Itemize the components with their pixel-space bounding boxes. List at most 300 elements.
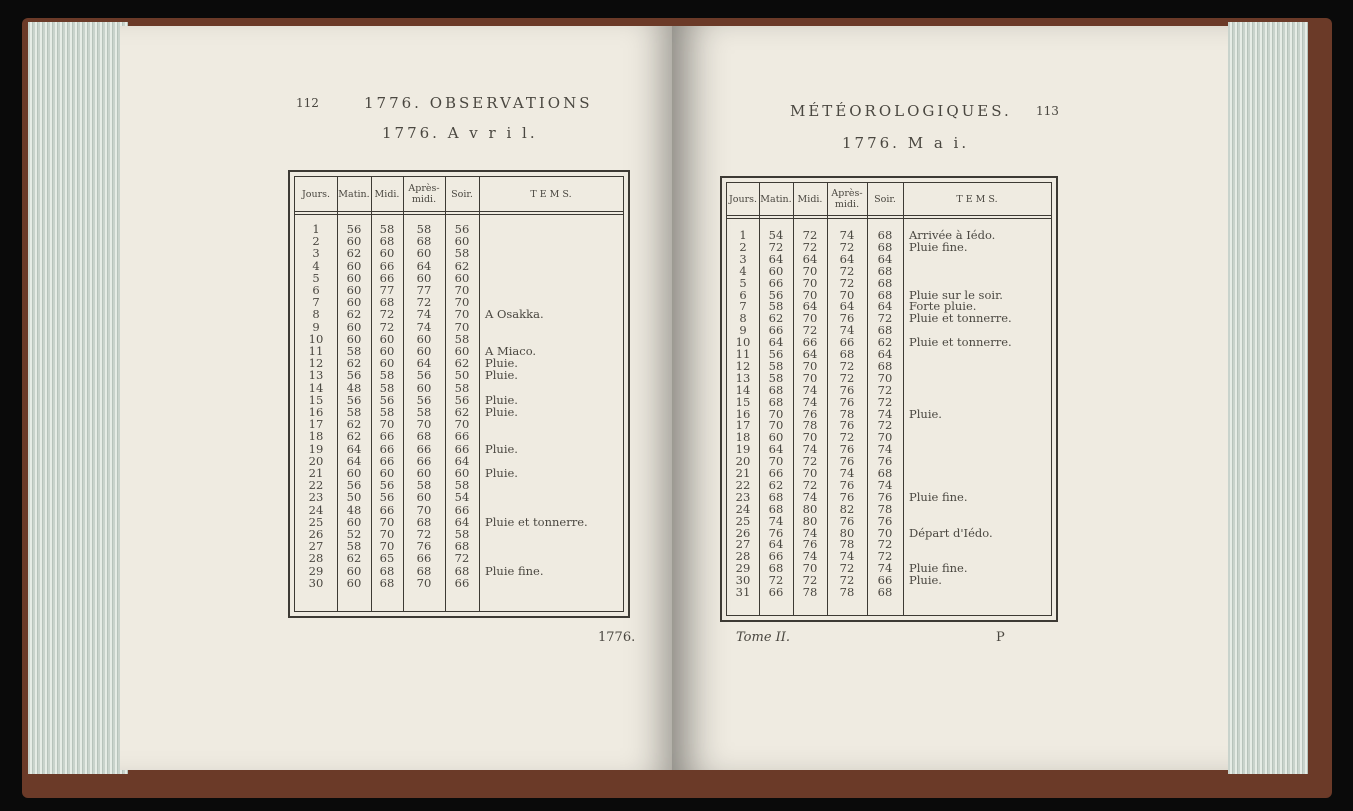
table-row bbox=[727, 515, 1051, 527]
cell-apres-midi: 78 bbox=[839, 537, 855, 552]
cell-matin: 58 bbox=[768, 370, 784, 385]
cell-apres-midi: 72 bbox=[839, 430, 855, 445]
cell-matin: 56 bbox=[346, 392, 362, 407]
cell-soir: 70 bbox=[454, 319, 470, 334]
cell-midi: 60 bbox=[379, 344, 395, 358]
cell-soir: 76 bbox=[877, 513, 893, 528]
cell-matin: 66 bbox=[768, 466, 784, 480]
cell-matin: 64 bbox=[346, 441, 362, 456]
table-row bbox=[295, 504, 623, 516]
cell-matin: 54 bbox=[768, 228, 784, 242]
cell-matin: 50 bbox=[346, 490, 362, 505]
table-row bbox=[295, 467, 623, 479]
left-page bbox=[120, 26, 672, 770]
left-page-edges bbox=[28, 22, 128, 774]
cell-midi: 66 bbox=[379, 453, 395, 468]
header-matin: Matin. bbox=[338, 188, 370, 200]
cell-midi: 64 bbox=[802, 347, 818, 361]
table-row bbox=[295, 443, 623, 455]
cell-midi: 70 bbox=[379, 539, 395, 554]
cell-jour: 24 bbox=[308, 502, 324, 517]
cell-soir: 68 bbox=[877, 275, 893, 290]
cell-apres-midi: 76 bbox=[839, 394, 855, 409]
cell-soir: 78 bbox=[877, 501, 893, 516]
cell-jour: 22 bbox=[735, 477, 751, 492]
cell-jour: 10 bbox=[308, 331, 324, 346]
cell-apres-midi: 76 bbox=[839, 513, 855, 528]
cell-jour: 6 bbox=[739, 287, 747, 302]
cell-soir: 70 bbox=[454, 283, 470, 297]
table-row bbox=[295, 382, 623, 394]
cell-jour: 5 bbox=[312, 270, 320, 285]
cell-apres-midi: 68 bbox=[416, 234, 432, 249]
table-row bbox=[295, 406, 623, 418]
cell-matin: 74 bbox=[768, 513, 784, 528]
cell-apres-midi: 60 bbox=[416, 331, 432, 346]
cell-tems: A Osakka. bbox=[485, 307, 544, 322]
cell-midi: 60 bbox=[379, 246, 395, 261]
cell-apres-midi: 74 bbox=[416, 319, 432, 334]
header-soir: Soir. bbox=[874, 193, 896, 205]
cell-tems: A Miaco. bbox=[485, 344, 537, 358]
cell-soir: 68 bbox=[877, 263, 893, 278]
cell-jour: 20 bbox=[735, 454, 751, 469]
cell-soir: 58 bbox=[454, 478, 470, 493]
cell-jour: 15 bbox=[308, 392, 324, 407]
cell-midi: 72 bbox=[379, 319, 395, 334]
cell-midi: 72 bbox=[802, 239, 818, 254]
table-row bbox=[727, 491, 1051, 503]
cell-matin: 58 bbox=[768, 358, 784, 373]
cell-jour: 21 bbox=[735, 466, 751, 480]
cell-jour: 21 bbox=[308, 466, 324, 480]
table-row bbox=[295, 272, 623, 284]
cell-midi: 74 bbox=[802, 489, 818, 504]
cell-jour: 9 bbox=[739, 323, 747, 338]
cell-matin: 60 bbox=[346, 563, 362, 578]
cell-soir: 72 bbox=[877, 311, 893, 326]
cell-matin: 68 bbox=[768, 501, 784, 516]
table-body bbox=[295, 223, 623, 611]
cell-midi: 70 bbox=[802, 275, 818, 290]
cell-soir: 60 bbox=[454, 344, 470, 358]
cell-midi: 78 bbox=[802, 585, 818, 599]
right-page bbox=[672, 26, 1228, 770]
cell-midi: 66 bbox=[379, 441, 395, 456]
cell-soir: 68 bbox=[877, 287, 893, 302]
cell-midi: 66 bbox=[802, 335, 818, 350]
cell-midi: 58 bbox=[379, 405, 395, 419]
cell-apres-midi: 68 bbox=[416, 514, 432, 529]
cell-matin: 60 bbox=[346, 466, 362, 480]
cell-apres-midi: 66 bbox=[416, 441, 432, 456]
cell-matin: 58 bbox=[346, 539, 362, 554]
cell-soir: 62 bbox=[454, 258, 470, 273]
table-row bbox=[295, 223, 623, 235]
cell-tems: Pluie fine. bbox=[909, 489, 968, 504]
cell-soir: 58 bbox=[454, 527, 470, 541]
cell-apres-midi: 74 bbox=[839, 549, 855, 564]
cell-jour: 3 bbox=[739, 251, 747, 266]
cell-tems: Pluie. bbox=[485, 356, 518, 371]
cell-midi: 72 bbox=[379, 307, 395, 322]
cell-matin: 60 bbox=[346, 258, 362, 273]
cell-midi: 76 bbox=[802, 406, 818, 421]
cell-apres-midi: 66 bbox=[416, 551, 432, 566]
cell-midi: 64 bbox=[802, 251, 818, 266]
cell-matin: 72 bbox=[768, 573, 784, 588]
cell-matin: 68 bbox=[768, 382, 784, 397]
cell-soir: 66 bbox=[454, 441, 470, 456]
cell-apres-midi: 60 bbox=[416, 466, 432, 480]
cell-jour: 7 bbox=[739, 299, 747, 314]
header-matin: Matin. bbox=[760, 193, 792, 205]
cell-soir: 68 bbox=[454, 563, 470, 578]
table-row bbox=[295, 308, 623, 320]
table-row bbox=[295, 552, 623, 564]
cell-midi: 80 bbox=[802, 513, 818, 528]
cell-matin: 60 bbox=[346, 319, 362, 334]
running-head: 1776. OBSERVATIONS bbox=[364, 94, 593, 112]
table-row bbox=[295, 577, 623, 589]
cell-midi: 70 bbox=[802, 311, 818, 326]
cell-soir: 62 bbox=[454, 405, 470, 419]
cell-jour: 9 bbox=[312, 319, 320, 334]
cell-apres-midi: 77 bbox=[416, 283, 432, 297]
signature-mark: P bbox=[996, 630, 1005, 645]
table-row bbox=[727, 265, 1051, 277]
cell-soir: 70 bbox=[454, 307, 470, 322]
cell-jour: 15 bbox=[735, 394, 751, 409]
cell-tems: Pluie. bbox=[909, 406, 942, 421]
cell-soir: 58 bbox=[454, 246, 470, 261]
cell-matin: 76 bbox=[768, 525, 784, 540]
cell-jour: 26 bbox=[735, 525, 751, 540]
table-row bbox=[295, 247, 623, 259]
month-title: 1776. A v r i l. bbox=[382, 124, 538, 142]
cell-midi: 66 bbox=[379, 258, 395, 273]
cell-apres-midi: 64 bbox=[839, 299, 855, 314]
cell-soir: 70 bbox=[877, 430, 893, 445]
cell-jour: 24 bbox=[735, 501, 751, 516]
cell-soir: 70 bbox=[454, 417, 470, 432]
cell-midi: 72 bbox=[802, 573, 818, 588]
cell-jour: 4 bbox=[312, 258, 320, 273]
cell-tems: Pluie. bbox=[485, 392, 518, 407]
cell-soir: 60 bbox=[454, 234, 470, 249]
cell-midi: 66 bbox=[379, 502, 395, 517]
cell-matin: 62 bbox=[346, 551, 362, 566]
catchword: 1776. bbox=[598, 630, 636, 645]
cell-jour: 1 bbox=[739, 228, 747, 242]
cell-matin: 60 bbox=[346, 283, 362, 297]
header-tems: T E M S. bbox=[530, 188, 572, 200]
cell-soir: 68 bbox=[877, 239, 893, 254]
cell-jour: 27 bbox=[735, 537, 751, 552]
cell-jour: 23 bbox=[735, 489, 751, 504]
cell-matin: 66 bbox=[768, 549, 784, 564]
cell-matin: 60 bbox=[346, 514, 362, 529]
cell-soir: 64 bbox=[877, 347, 893, 361]
cell-midi: 78 bbox=[802, 418, 818, 433]
cell-soir: 68 bbox=[877, 358, 893, 373]
cell-midi: 80 bbox=[802, 501, 818, 516]
cell-tems: Pluie fine. bbox=[909, 239, 968, 254]
header-apres-midi: Après-midi. bbox=[831, 188, 863, 210]
cell-matin: 56 bbox=[768, 287, 784, 302]
table-row bbox=[727, 396, 1051, 408]
cell-tems: Pluie. bbox=[485, 405, 518, 419]
cell-midi: 65 bbox=[379, 551, 395, 566]
cell-matin: 58 bbox=[346, 344, 362, 358]
cell-matin: 56 bbox=[346, 368, 362, 383]
cell-soir: 64 bbox=[877, 251, 893, 266]
cell-jour: 10 bbox=[735, 335, 751, 350]
cell-apres-midi: 70 bbox=[839, 287, 855, 302]
cell-soir: 74 bbox=[877, 442, 893, 457]
cell-tems: Départ d'Iédo. bbox=[909, 525, 993, 540]
table-row bbox=[295, 516, 623, 528]
cell-jour: 14 bbox=[735, 382, 751, 397]
cell-apres-midi: 58 bbox=[416, 405, 432, 419]
cell-soir: 72 bbox=[454, 551, 470, 566]
table-row bbox=[727, 384, 1051, 396]
cell-apres-midi: 60 bbox=[416, 270, 432, 285]
cell-jour: 3 bbox=[312, 246, 320, 261]
cell-apres-midi: 78 bbox=[839, 585, 855, 599]
header-midi: Midi. bbox=[797, 193, 823, 205]
cell-soir: 64 bbox=[454, 453, 470, 468]
right-page-edges bbox=[1228, 22, 1308, 774]
cell-midi: 56 bbox=[379, 490, 395, 505]
header-jours: Jours. bbox=[728, 193, 758, 205]
cell-jour: 16 bbox=[308, 405, 324, 419]
table-row bbox=[295, 418, 623, 430]
table-row bbox=[295, 235, 623, 247]
cell-jour: 20 bbox=[308, 453, 324, 468]
cell-jour: 30 bbox=[735, 573, 751, 588]
cell-jour: 31 bbox=[735, 585, 751, 599]
cell-matin: 64 bbox=[768, 251, 784, 266]
cell-matin: 62 bbox=[346, 356, 362, 371]
table-row bbox=[295, 565, 623, 577]
cell-soir: 68 bbox=[454, 539, 470, 554]
table-row bbox=[295, 540, 623, 552]
header-midi: Midi. bbox=[374, 188, 400, 200]
cell-apres-midi: 76 bbox=[839, 418, 855, 433]
cell-matin: 66 bbox=[768, 323, 784, 338]
cell-jour: 12 bbox=[735, 358, 751, 373]
cell-soir: 66 bbox=[454, 575, 470, 590]
cell-apres-midi: 72 bbox=[416, 295, 432, 310]
table-row bbox=[295, 430, 623, 442]
cell-apres-midi: 68 bbox=[416, 429, 432, 444]
cell-tems: Pluie. bbox=[485, 441, 518, 456]
cell-midi: 70 bbox=[379, 417, 395, 432]
cell-soir: 74 bbox=[877, 561, 893, 576]
cell-apres-midi: 68 bbox=[839, 347, 855, 361]
table-row bbox=[295, 369, 623, 381]
cell-soir: 72 bbox=[877, 549, 893, 564]
table-row bbox=[295, 394, 623, 406]
cell-jour: 11 bbox=[735, 347, 751, 361]
cell-jour: 19 bbox=[735, 442, 751, 457]
table-row bbox=[295, 357, 623, 369]
cell-midi: 70 bbox=[802, 466, 818, 480]
cell-jour: 4 bbox=[739, 263, 747, 278]
weather-table-april bbox=[288, 170, 630, 618]
cell-jour: 29 bbox=[308, 563, 324, 578]
cell-apres-midi: 76 bbox=[839, 477, 855, 492]
cell-matin: 70 bbox=[768, 454, 784, 469]
cell-apres-midi: 80 bbox=[839, 525, 855, 540]
cell-apres-midi: 76 bbox=[839, 489, 855, 504]
cell-midi: 68 bbox=[379, 563, 395, 578]
cell-soir: 76 bbox=[877, 454, 893, 469]
cell-matin: 56 bbox=[768, 347, 784, 361]
cell-tems: Pluie et tonnerre. bbox=[909, 311, 1012, 326]
cell-matin: 64 bbox=[768, 442, 784, 457]
cell-midi: 70 bbox=[802, 287, 818, 302]
cell-matin: 68 bbox=[768, 394, 784, 409]
page-number: 112 bbox=[296, 96, 319, 110]
cell-matin: 60 bbox=[768, 263, 784, 278]
cell-apres-midi: 64 bbox=[416, 356, 432, 371]
cell-midi: 70 bbox=[802, 358, 818, 373]
cell-midi: 58 bbox=[379, 380, 395, 395]
cell-soir: 60 bbox=[454, 270, 470, 285]
cell-apres-midi: 74 bbox=[839, 228, 855, 242]
running-head: MÉTÉOROLOGIQUES. bbox=[790, 102, 1012, 120]
tome-label: Tome II. bbox=[736, 630, 791, 645]
cell-jour: 11 bbox=[308, 344, 324, 358]
cell-matin: 60 bbox=[346, 270, 362, 285]
table-row bbox=[727, 586, 1051, 598]
cell-jour: 16 bbox=[735, 406, 751, 421]
cell-midi: 74 bbox=[802, 525, 818, 540]
cell-jour: 25 bbox=[735, 513, 751, 528]
cell-apres-midi: 82 bbox=[839, 501, 855, 516]
cell-matin: 64 bbox=[768, 335, 784, 350]
cell-jour: 28 bbox=[308, 551, 324, 566]
cell-midi: 72 bbox=[802, 323, 818, 338]
cell-matin: 48 bbox=[346, 380, 362, 395]
cell-apres-midi: 72 bbox=[416, 527, 432, 541]
cell-tems: Pluie fine. bbox=[485, 563, 544, 578]
cell-apres-midi: 64 bbox=[839, 251, 855, 266]
cell-apres-midi: 58 bbox=[416, 478, 432, 493]
table-row bbox=[295, 345, 623, 357]
cell-soir: 74 bbox=[877, 406, 893, 421]
cell-midi: 58 bbox=[379, 222, 395, 236]
cell-soir: 64 bbox=[454, 514, 470, 529]
cell-apres-midi: 76 bbox=[416, 539, 432, 554]
cell-matin: 68 bbox=[768, 561, 784, 576]
cell-matin: 48 bbox=[346, 502, 362, 517]
cell-matin: 62 bbox=[346, 246, 362, 261]
table-row bbox=[295, 333, 623, 345]
cell-midi: 58 bbox=[379, 368, 395, 383]
cell-apres-midi: 76 bbox=[839, 454, 855, 469]
cell-jour: 18 bbox=[735, 430, 751, 445]
cell-apres-midi: 72 bbox=[839, 263, 855, 278]
cell-tems: Forte pluie. bbox=[909, 299, 977, 314]
cell-tems: Pluie. bbox=[485, 466, 518, 480]
cell-soir: 56 bbox=[454, 222, 470, 236]
cell-jour: 2 bbox=[312, 234, 320, 249]
cell-jour: 13 bbox=[308, 368, 324, 383]
table-row bbox=[727, 503, 1051, 515]
cell-matin: 58 bbox=[768, 299, 784, 314]
cell-soir: 70 bbox=[877, 370, 893, 385]
month-title: 1776. M a i. bbox=[842, 134, 970, 152]
cell-jour: 18 bbox=[308, 429, 324, 444]
cell-matin: 72 bbox=[768, 239, 784, 254]
cell-midi: 74 bbox=[802, 442, 818, 457]
cell-apres-midi: 76 bbox=[839, 311, 855, 326]
table-row bbox=[295, 479, 623, 491]
cell-midi: 56 bbox=[379, 392, 395, 407]
cell-soir: 66 bbox=[454, 502, 470, 517]
cell-midi: 72 bbox=[802, 477, 818, 492]
cell-matin: 64 bbox=[346, 453, 362, 468]
cell-jour: 30 bbox=[308, 575, 324, 590]
cell-midi: 66 bbox=[379, 429, 395, 444]
cell-soir: 70 bbox=[877, 525, 893, 540]
cell-soir: 74 bbox=[877, 477, 893, 492]
cell-soir: 58 bbox=[454, 380, 470, 395]
cell-midi: 56 bbox=[379, 478, 395, 493]
cell-midi: 66 bbox=[379, 270, 395, 285]
table-row bbox=[295, 321, 623, 333]
cell-matin: 60 bbox=[346, 234, 362, 249]
table-row bbox=[727, 277, 1051, 289]
cell-midi: 60 bbox=[379, 356, 395, 371]
cell-matin: 62 bbox=[346, 429, 362, 444]
cell-soir: 72 bbox=[877, 418, 893, 433]
cell-soir: 66 bbox=[454, 429, 470, 444]
table-row bbox=[727, 372, 1051, 384]
cell-tems: Arrivée à Iédo. bbox=[909, 228, 996, 242]
cell-midi: 74 bbox=[802, 549, 818, 564]
cell-midi: 70 bbox=[379, 527, 395, 541]
cell-midi: 64 bbox=[802, 299, 818, 314]
cell-matin: 62 bbox=[768, 477, 784, 492]
cell-matin: 60 bbox=[346, 331, 362, 346]
cell-matin: 62 bbox=[346, 307, 362, 322]
cell-jour: 22 bbox=[308, 478, 324, 493]
cell-jour: 6 bbox=[312, 283, 320, 297]
cell-apres-midi: 74 bbox=[839, 466, 855, 480]
table-row bbox=[295, 528, 623, 540]
cell-tems: Pluie et tonnerre. bbox=[909, 335, 1012, 350]
cell-apres-midi: 70 bbox=[416, 502, 432, 517]
cell-soir: 58 bbox=[454, 331, 470, 346]
cell-jour: 27 bbox=[308, 539, 324, 554]
cell-apres-midi: 76 bbox=[839, 382, 855, 397]
cell-soir: 68 bbox=[877, 585, 893, 599]
cell-apres-midi: 78 bbox=[839, 406, 855, 421]
cell-jour: 25 bbox=[308, 514, 324, 529]
table-row bbox=[295, 260, 623, 272]
table-row bbox=[295, 491, 623, 503]
cell-soir: 66 bbox=[877, 573, 893, 588]
cell-midi: 70 bbox=[802, 263, 818, 278]
cell-soir: 60 bbox=[454, 466, 470, 480]
cell-apres-midi: 64 bbox=[416, 258, 432, 273]
cell-midi: 72 bbox=[802, 228, 818, 242]
cell-tems: Pluie. bbox=[909, 573, 942, 588]
